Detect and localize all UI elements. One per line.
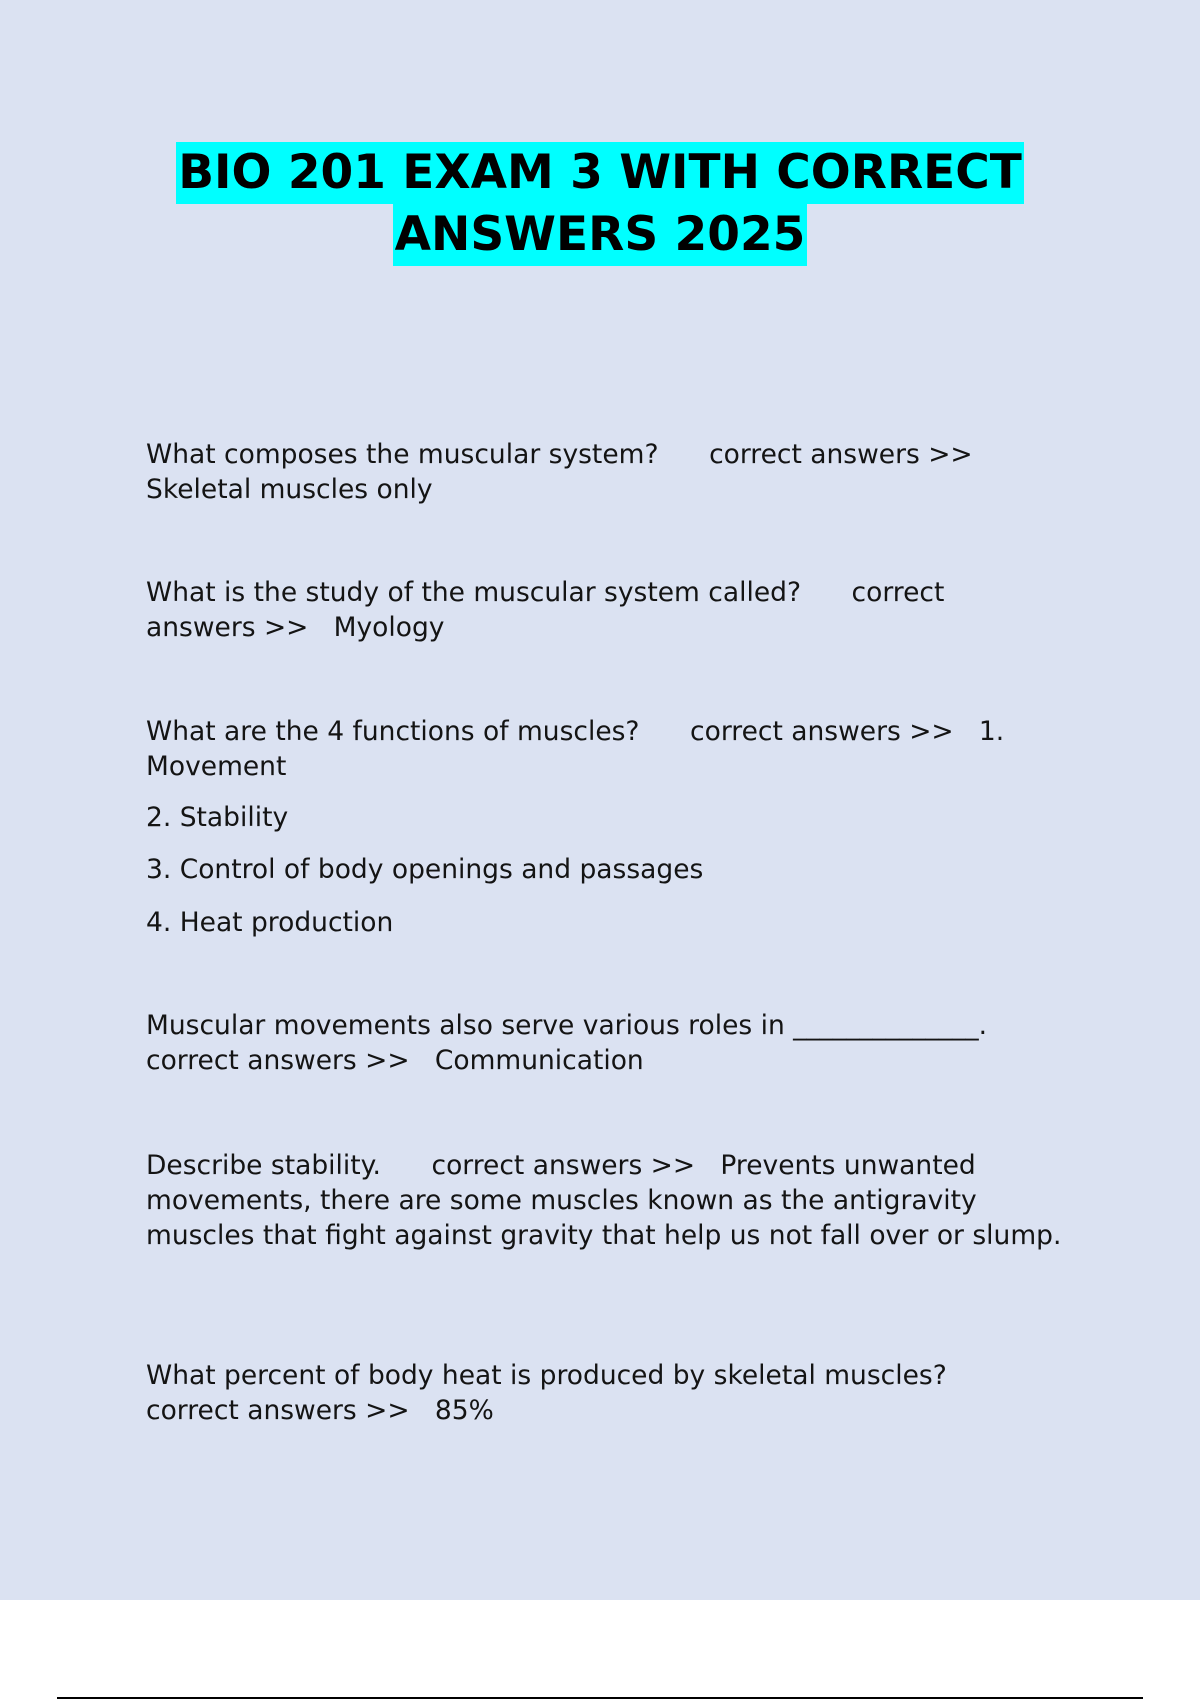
qa-item-3: What are the 4 functions of muscles? correct answers >> 1. Movement xyxy=(146,716,1005,782)
answer-separator: correct answers >> xyxy=(431,1150,696,1181)
qa-item-2: What is the study of the muscular system called? correct answers >> Myology xyxy=(146,577,945,643)
answer-text: Myology xyxy=(333,612,445,643)
question-text: What composes the muscular system? xyxy=(146,439,659,470)
answer-separator: correct answers >> xyxy=(146,1045,410,1076)
question-text: What are the 4 functions of muscles? xyxy=(146,716,640,747)
qa-item-5 xyxy=(146,1148,1066,1253)
title-line-2: ANSWERS 2025 xyxy=(393,204,808,266)
answer-text: Communication xyxy=(434,1045,644,1076)
list-item: 2. Stability xyxy=(146,802,289,833)
answer-text: 85% xyxy=(434,1395,494,1426)
question-text: What percent of body heat is produced by skeletal muscles? xyxy=(146,1360,947,1391)
question-text: Muscular movements also serve various roles in ______________. xyxy=(146,1010,988,1041)
footer-divider xyxy=(57,1697,1143,1699)
answer-separator: correct answers >> xyxy=(709,439,973,470)
document-title xyxy=(0,142,1200,266)
qa-item-6 xyxy=(146,1358,1066,1428)
qa-item-1 xyxy=(146,437,1066,507)
answer-text: Skeletal muscles only xyxy=(146,474,433,505)
qa-item-4 xyxy=(146,1008,1066,1078)
list-item: 4. Heat production xyxy=(146,907,394,938)
title-line-1: BIO 201 EXAM 3 WITH CORRECT xyxy=(176,142,1024,204)
question-text: What is the study of the muscular system called? xyxy=(146,577,802,608)
question-text: Describe stability. xyxy=(146,1150,381,1181)
list-item: 3. Control of body openings and passages xyxy=(146,854,704,885)
answer-text: Prevents unwanted movements, there are some muscles known as the antigravity muscles that fight against gravity that help us not fall over or slump. xyxy=(146,1150,1062,1251)
answer-separator: correct answers >> xyxy=(146,1395,410,1426)
